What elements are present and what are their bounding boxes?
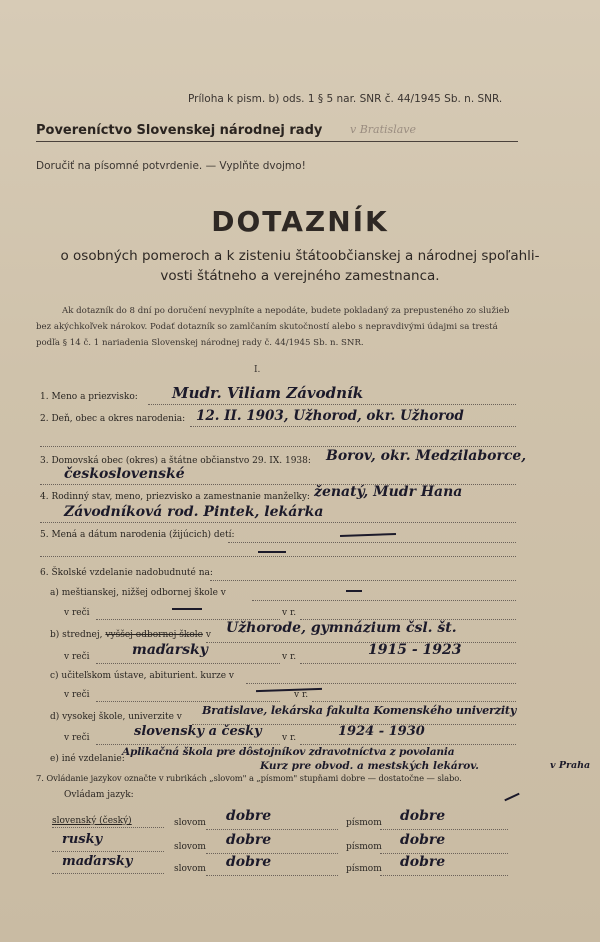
instructions-line-1: Ak dotazník do 8 dní po doručení nevyplníte a nepodáte, budete pokladaný za prepusteného zo služieb [62, 306, 510, 316]
language-slovom-value: dobre [226, 832, 272, 848]
school-d-label: d) vysokej škole, univerzite v [50, 712, 182, 722]
school-b-reci-value: maďarsky [132, 642, 208, 658]
school-b-year-label: v r. [282, 652, 297, 662]
field-5-line [228, 542, 516, 543]
school-a-label: a) meštianskej, nižšej odbornej škole v [50, 588, 226, 598]
field-2-line [190, 426, 516, 427]
school-c-line [246, 683, 516, 684]
school-b-years: 1915 - 1923 [368, 642, 462, 658]
language-pismom-line [380, 875, 508, 876]
school-b-year-line [300, 663, 516, 664]
language-name-line [52, 851, 164, 852]
field-5-line-2 [40, 556, 516, 557]
field-3-value-2: československé [64, 466, 185, 482]
field-1-value: Mudr. Viliam Závodník [172, 384, 364, 402]
school-e-label: e) iné vzdelanie: [50, 754, 125, 764]
language-slovom-value: dobre [226, 854, 272, 870]
field-5-dash [340, 533, 396, 537]
subtitle-line-1: o osobných pomeroch a k zisteniu štátoobčianskej a národnej spoľahli- [60, 248, 540, 264]
field-6-line [210, 580, 516, 581]
languages-heading: Ovládam jazyk: [64, 790, 134, 800]
school-c-year-label: v r. [294, 690, 309, 700]
school-a-line [252, 600, 516, 601]
school-b-reci-label: v reči [64, 652, 90, 662]
field-4-line [40, 522, 516, 523]
office-name: Povereníctvo Slovenskej národnej rady [36, 123, 323, 138]
page-title: DOTAZNÍK [211, 205, 389, 238]
school-c-label: c) učiteľskom ústave, abiturient. kurze v [50, 671, 234, 681]
school-c-year-line [312, 701, 516, 702]
section-number: I. [254, 365, 261, 375]
language-slovom-value: dobre [226, 808, 272, 824]
field-4-value-2: Závodníková rod. Pintek, lekárka [64, 504, 324, 520]
school-d-reci-value: slovensky a česky [134, 724, 262, 739]
school-d-reci-label: v reči [64, 733, 90, 743]
school-a-reci-dash [172, 608, 202, 610]
school-d-reci-line [96, 744, 280, 745]
language-pismom-value: dobre [400, 808, 446, 824]
field-2-value: 12. II. 1903, Užhorod, okr. Užhorod [196, 408, 464, 424]
school-e-value-2: Kurz pre obvod. a mestských lekárov. [260, 760, 479, 772]
school-e-value: Aplikačná škola pre dôstojníkov zdravotníctva z povolania [122, 746, 455, 758]
school-d-year-label: v r. [282, 733, 297, 743]
field-4-label: 4. Rodinný stav, meno, priezvisko a zamestnanie manželky: [40, 492, 310, 502]
languages-tick [504, 793, 519, 802]
field-2-label: 2. Deň, obec a okres narodenia: [40, 414, 186, 424]
language-slovom-label: slovom [174, 864, 206, 874]
school-d-year-line [300, 744, 516, 745]
language-slovom-line [206, 875, 338, 876]
instructions-line-3: podľa § 14 č. 1 nariadenia Slovenskej národnej rady č. 44/1945 Sb. n. SNR. [36, 338, 364, 348]
field-6-label: 6. Školské vzdelanie nadobudnuté na: [40, 568, 213, 578]
school-b-label-struck: vyššej odbornej škole [105, 630, 203, 640]
field-7-label: 7. Ovládanie jazykov označte v rubrikách „slovom" a „písmom" stupňami dobre — dostatočne — slabo. [36, 773, 462, 783]
office-handwritten: v Bratislave [350, 123, 416, 136]
language-name-line [52, 827, 164, 828]
instructions-line-2: bez akýchkoľvek nárokov. Podať dotazník so zamlčaním skutočností alebo s nepravdivými údajmi sa trestá [36, 322, 498, 332]
language-pismom-value: dobre [400, 854, 446, 870]
language-pismom-value: dobre [400, 832, 446, 848]
language-pismom-label: písmom [346, 818, 382, 828]
language-name-line [52, 873, 164, 874]
language-pismom-label: písmom [346, 842, 382, 852]
school-c-dash [256, 688, 322, 692]
field-1-line [148, 404, 516, 405]
school-d-years: 1924 - 1930 [338, 724, 425, 739]
school-c-reci-line [96, 701, 280, 702]
school-b-line [206, 642, 516, 643]
school-d-value: Bratislave, lekárska fakulta Komenského univerzity [202, 703, 517, 717]
language-name: maďarsky [62, 854, 133, 869]
school-a-reci-label: v reči [64, 608, 90, 618]
office-underline [36, 141, 518, 142]
field-3-value: Borov, okr. Medzilaborce, [326, 448, 527, 464]
language-pismom-label: písmom [346, 864, 382, 874]
deliver-note: Doručiť na písomné potvrdenie. — Vyplňte dvojmo! [36, 160, 306, 172]
field-1-label: 1. Meno a priezvisko: [40, 392, 138, 402]
language-slovom-label: slovom [174, 818, 206, 828]
school-b-reci-line [96, 663, 280, 664]
field-3-label: 3. Domovská obec (okres) a štátne občianstvo 29. IX. 1938: [40, 456, 311, 466]
annex-reference: Príloha k pism. b) ods. 1 § 5 nar. SNR č. 44/1945 Sb. n. SNR. [188, 93, 503, 105]
school-a-year-label: v r. [282, 608, 297, 618]
subtitle-line-2: vosti štátneho a verejného zamestnanca. [160, 268, 440, 284]
school-b-label-post: v [205, 630, 211, 640]
school-b-label-pre: b) strednej, [50, 630, 103, 640]
school-a-dash [346, 590, 362, 592]
field-5-label: 5. Mená a dátum narodenia (žijúcich) detí: [40, 530, 235, 540]
field-4-value: ženatý, Mudr Hana [314, 484, 463, 500]
language-pismom-line [380, 829, 508, 830]
school-e-note: v Praha [550, 760, 591, 771]
language-name: rusky [62, 832, 103, 847]
field-5-dash-2 [258, 551, 286, 553]
school-c-reci-label: v reči [64, 690, 90, 700]
language-slovom-label: slovom [174, 842, 206, 852]
school-b-label [50, 630, 211, 640]
language-slovom-line [206, 829, 338, 830]
language-name: slovenský (český) [52, 816, 132, 826]
school-b-value: Užhorode, gymnázium čsl. št. [226, 620, 457, 636]
field-2-line-2 [40, 446, 516, 447]
